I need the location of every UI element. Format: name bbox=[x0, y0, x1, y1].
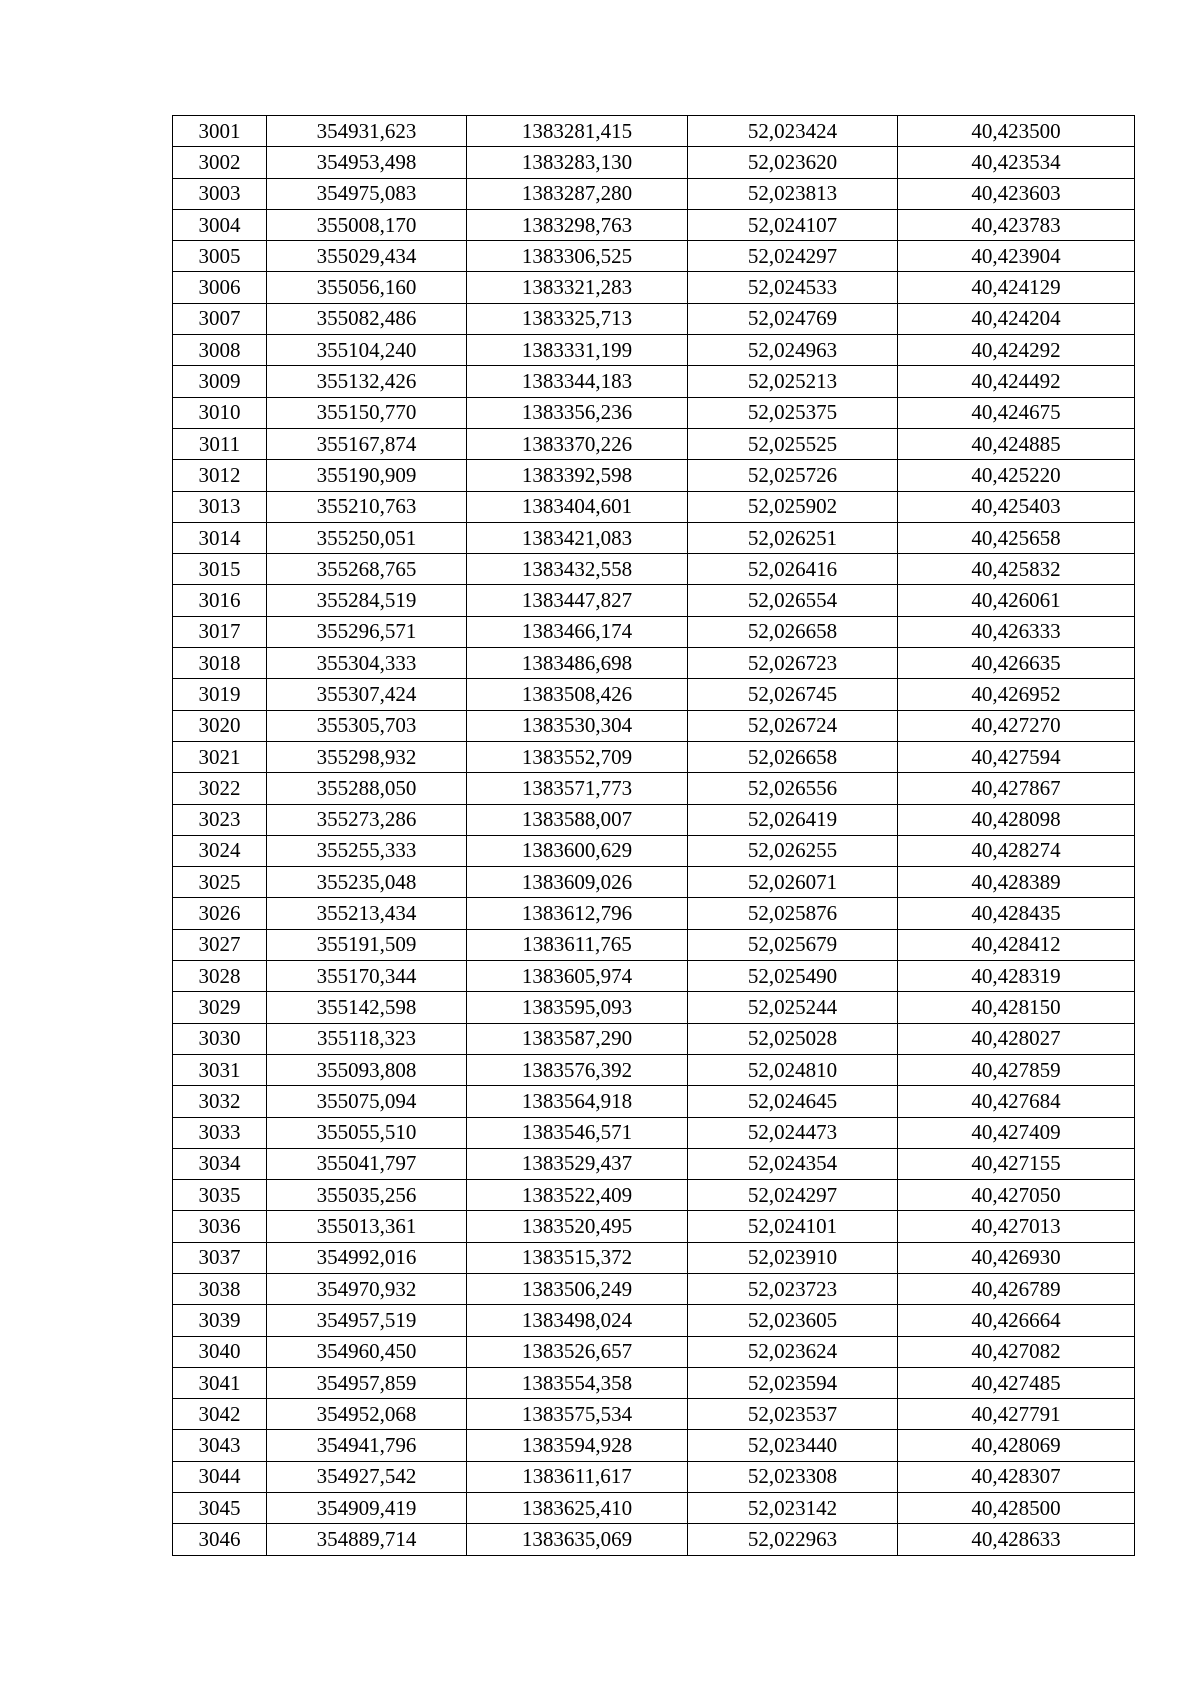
x-coordinate-cell: 354975,083 bbox=[267, 178, 467, 209]
x-coordinate-cell: 355132,426 bbox=[267, 366, 467, 397]
x-coordinate-cell: 355008,170 bbox=[267, 209, 467, 240]
latitude-cell: 52,026724 bbox=[688, 710, 898, 741]
y-coordinate-cell: 1383432,558 bbox=[467, 554, 688, 585]
latitude-cell: 52,023910 bbox=[688, 1242, 898, 1273]
table-row bbox=[173, 522, 1135, 553]
x-coordinate-cell: 355255,333 bbox=[267, 835, 467, 866]
latitude-cell: 52,024354 bbox=[688, 1148, 898, 1179]
latitude-cell: 52,026556 bbox=[688, 773, 898, 804]
table-row bbox=[173, 491, 1135, 522]
y-coordinate-cell: 1383287,280 bbox=[467, 178, 688, 209]
longitude-cell: 40,426664 bbox=[898, 1305, 1135, 1336]
point-number-cell: 3036 bbox=[173, 1211, 267, 1242]
x-coordinate-cell: 355013,361 bbox=[267, 1211, 467, 1242]
y-coordinate-cell: 1383421,083 bbox=[467, 522, 688, 553]
x-coordinate-cell: 355104,240 bbox=[267, 335, 467, 366]
latitude-cell: 52,023308 bbox=[688, 1461, 898, 1492]
point-number-cell: 3024 bbox=[173, 835, 267, 866]
latitude-cell: 52,024963 bbox=[688, 335, 898, 366]
longitude-cell: 40,428069 bbox=[898, 1430, 1135, 1461]
y-coordinate-cell: 1383564,918 bbox=[467, 1086, 688, 1117]
longitude-cell: 40,423783 bbox=[898, 209, 1135, 240]
x-coordinate-cell: 355304,333 bbox=[267, 648, 467, 679]
point-number-cell: 3012 bbox=[173, 460, 267, 491]
point-number-cell: 3046 bbox=[173, 1524, 267, 1555]
latitude-cell: 52,026255 bbox=[688, 835, 898, 866]
table-row bbox=[173, 1023, 1135, 1054]
y-coordinate-cell: 1383344,183 bbox=[467, 366, 688, 397]
longitude-cell: 40,424675 bbox=[898, 397, 1135, 428]
table-row bbox=[173, 992, 1135, 1023]
point-number-cell: 3001 bbox=[173, 116, 267, 147]
point-number-cell: 3043 bbox=[173, 1430, 267, 1461]
point-number-cell: 3013 bbox=[173, 491, 267, 522]
latitude-cell: 52,023142 bbox=[688, 1493, 898, 1524]
longitude-cell: 40,428319 bbox=[898, 961, 1135, 992]
table-row bbox=[173, 1461, 1135, 1492]
x-coordinate-cell: 354992,016 bbox=[267, 1242, 467, 1273]
latitude-cell: 52,025726 bbox=[688, 460, 898, 491]
longitude-cell: 40,423534 bbox=[898, 147, 1135, 178]
latitude-cell: 52,024473 bbox=[688, 1117, 898, 1148]
longitude-cell: 40,428098 bbox=[898, 804, 1135, 835]
y-coordinate-cell: 1383520,495 bbox=[467, 1211, 688, 1242]
x-coordinate-cell: 355056,160 bbox=[267, 272, 467, 303]
x-coordinate-cell: 355075,094 bbox=[267, 1086, 467, 1117]
x-coordinate-cell: 355235,048 bbox=[267, 867, 467, 898]
latitude-cell: 52,023813 bbox=[688, 178, 898, 209]
point-number-cell: 3002 bbox=[173, 147, 267, 178]
latitude-cell: 52,024810 bbox=[688, 1054, 898, 1085]
table-row bbox=[173, 773, 1135, 804]
point-number-cell: 3023 bbox=[173, 804, 267, 835]
point-number-cell: 3026 bbox=[173, 898, 267, 929]
point-number-cell: 3019 bbox=[173, 679, 267, 710]
x-coordinate-cell: 355307,424 bbox=[267, 679, 467, 710]
latitude-cell: 52,025213 bbox=[688, 366, 898, 397]
table-row bbox=[173, 428, 1135, 459]
x-coordinate-cell: 355150,770 bbox=[267, 397, 467, 428]
longitude-cell: 40,426789 bbox=[898, 1273, 1135, 1304]
table-row bbox=[173, 303, 1135, 334]
table-row bbox=[173, 710, 1135, 741]
longitude-cell: 40,423904 bbox=[898, 241, 1135, 272]
longitude-cell: 40,428633 bbox=[898, 1524, 1135, 1555]
coordinates-table bbox=[172, 115, 1135, 1556]
latitude-cell: 52,026251 bbox=[688, 522, 898, 553]
table-row bbox=[173, 1148, 1135, 1179]
x-coordinate-cell: 355250,051 bbox=[267, 522, 467, 553]
latitude-cell: 52,023594 bbox=[688, 1367, 898, 1398]
latitude-cell: 52,025876 bbox=[688, 898, 898, 929]
y-coordinate-cell: 1383498,024 bbox=[467, 1305, 688, 1336]
x-coordinate-cell: 354931,623 bbox=[267, 116, 467, 147]
x-coordinate-cell: 355284,519 bbox=[267, 585, 467, 616]
x-coordinate-cell: 355118,323 bbox=[267, 1023, 467, 1054]
longitude-cell: 40,423603 bbox=[898, 178, 1135, 209]
point-number-cell: 3015 bbox=[173, 554, 267, 585]
table-row bbox=[173, 1242, 1135, 1273]
y-coordinate-cell: 1383612,796 bbox=[467, 898, 688, 929]
x-coordinate-cell: 355142,598 bbox=[267, 992, 467, 1023]
latitude-cell: 52,026658 bbox=[688, 741, 898, 772]
y-coordinate-cell: 1383298,763 bbox=[467, 209, 688, 240]
x-coordinate-cell: 355296,571 bbox=[267, 616, 467, 647]
x-coordinate-cell: 354970,932 bbox=[267, 1273, 467, 1304]
x-coordinate-cell: 354960,450 bbox=[267, 1336, 467, 1367]
latitude-cell: 52,025525 bbox=[688, 428, 898, 459]
latitude-cell: 52,024297 bbox=[688, 241, 898, 272]
x-coordinate-cell: 355210,763 bbox=[267, 491, 467, 522]
y-coordinate-cell: 1383611,765 bbox=[467, 929, 688, 960]
latitude-cell: 52,025244 bbox=[688, 992, 898, 1023]
latitude-cell: 52,023537 bbox=[688, 1399, 898, 1430]
y-coordinate-cell: 1383605,974 bbox=[467, 961, 688, 992]
x-coordinate-cell: 355029,434 bbox=[267, 241, 467, 272]
latitude-cell: 52,026416 bbox=[688, 554, 898, 585]
y-coordinate-cell: 1383306,525 bbox=[467, 241, 688, 272]
longitude-cell: 40,428412 bbox=[898, 929, 1135, 960]
point-number-cell: 3035 bbox=[173, 1180, 267, 1211]
point-number-cell: 3032 bbox=[173, 1086, 267, 1117]
latitude-cell: 52,024533 bbox=[688, 272, 898, 303]
x-coordinate-cell: 355167,874 bbox=[267, 428, 467, 459]
x-coordinate-cell: 354957,519 bbox=[267, 1305, 467, 1336]
table-row bbox=[173, 1117, 1135, 1148]
longitude-cell: 40,425832 bbox=[898, 554, 1135, 585]
y-coordinate-cell: 1383625,410 bbox=[467, 1493, 688, 1524]
point-number-cell: 3041 bbox=[173, 1367, 267, 1398]
point-number-cell: 3018 bbox=[173, 648, 267, 679]
longitude-cell: 40,426061 bbox=[898, 585, 1135, 616]
point-number-cell: 3038 bbox=[173, 1273, 267, 1304]
longitude-cell: 40,427270 bbox=[898, 710, 1135, 741]
x-coordinate-cell: 355055,510 bbox=[267, 1117, 467, 1148]
longitude-cell: 40,424292 bbox=[898, 335, 1135, 366]
latitude-cell: 52,025902 bbox=[688, 491, 898, 522]
point-number-cell: 3017 bbox=[173, 616, 267, 647]
latitude-cell: 52,025490 bbox=[688, 961, 898, 992]
point-number-cell: 3028 bbox=[173, 961, 267, 992]
point-number-cell: 3044 bbox=[173, 1461, 267, 1492]
longitude-cell: 40,427155 bbox=[898, 1148, 1135, 1179]
latitude-cell: 52,026554 bbox=[688, 585, 898, 616]
point-number-cell: 3040 bbox=[173, 1336, 267, 1367]
table-row bbox=[173, 1367, 1135, 1398]
point-number-cell: 3021 bbox=[173, 741, 267, 772]
point-number-cell: 3007 bbox=[173, 303, 267, 334]
x-coordinate-cell: 355288,050 bbox=[267, 773, 467, 804]
table-row bbox=[173, 741, 1135, 772]
table-row bbox=[173, 554, 1135, 585]
point-number-cell: 3020 bbox=[173, 710, 267, 741]
longitude-cell: 40,427082 bbox=[898, 1336, 1135, 1367]
latitude-cell: 52,024645 bbox=[688, 1086, 898, 1117]
longitude-cell: 40,428150 bbox=[898, 992, 1135, 1023]
x-coordinate-cell: 355035,256 bbox=[267, 1180, 467, 1211]
table-row bbox=[173, 178, 1135, 209]
longitude-cell: 40,427791 bbox=[898, 1399, 1135, 1430]
latitude-cell: 52,023620 bbox=[688, 147, 898, 178]
y-coordinate-cell: 1383506,249 bbox=[467, 1273, 688, 1304]
longitude-cell: 40,428500 bbox=[898, 1493, 1135, 1524]
table-row bbox=[173, 1493, 1135, 1524]
point-number-cell: 3010 bbox=[173, 397, 267, 428]
y-coordinate-cell: 1383392,598 bbox=[467, 460, 688, 491]
y-coordinate-cell: 1383594,928 bbox=[467, 1430, 688, 1461]
point-number-cell: 3031 bbox=[173, 1054, 267, 1085]
point-number-cell: 3011 bbox=[173, 428, 267, 459]
y-coordinate-cell: 1383529,437 bbox=[467, 1148, 688, 1179]
longitude-cell: 40,428389 bbox=[898, 867, 1135, 898]
longitude-cell: 40,427594 bbox=[898, 741, 1135, 772]
table-row bbox=[173, 1430, 1135, 1461]
table-row bbox=[173, 1336, 1135, 1367]
table-row bbox=[173, 397, 1135, 428]
table-row bbox=[173, 1524, 1135, 1555]
table-row bbox=[173, 1180, 1135, 1211]
y-coordinate-cell: 1383609,026 bbox=[467, 867, 688, 898]
point-number-cell: 3014 bbox=[173, 522, 267, 553]
point-number-cell: 3004 bbox=[173, 209, 267, 240]
point-number-cell: 3039 bbox=[173, 1305, 267, 1336]
table-row bbox=[173, 804, 1135, 835]
x-coordinate-cell: 355170,344 bbox=[267, 961, 467, 992]
point-number-cell: 3030 bbox=[173, 1023, 267, 1054]
y-coordinate-cell: 1383508,426 bbox=[467, 679, 688, 710]
table-row bbox=[173, 648, 1135, 679]
y-coordinate-cell: 1383515,372 bbox=[467, 1242, 688, 1273]
longitude-cell: 40,424204 bbox=[898, 303, 1135, 334]
coordinates-table-body bbox=[173, 116, 1135, 1556]
longitude-cell: 40,426952 bbox=[898, 679, 1135, 710]
latitude-cell: 52,025028 bbox=[688, 1023, 898, 1054]
point-number-cell: 3006 bbox=[173, 272, 267, 303]
table-row bbox=[173, 585, 1135, 616]
y-coordinate-cell: 1383331,199 bbox=[467, 335, 688, 366]
table-row bbox=[173, 116, 1135, 147]
point-number-cell: 3008 bbox=[173, 335, 267, 366]
longitude-cell: 40,423500 bbox=[898, 116, 1135, 147]
latitude-cell: 52,026658 bbox=[688, 616, 898, 647]
x-coordinate-cell: 354953,498 bbox=[267, 147, 467, 178]
table-row bbox=[173, 209, 1135, 240]
table-row bbox=[173, 616, 1135, 647]
table-row bbox=[173, 147, 1135, 178]
table-row bbox=[173, 1273, 1135, 1304]
table-row bbox=[173, 835, 1135, 866]
point-number-cell: 3022 bbox=[173, 773, 267, 804]
table-row bbox=[173, 1054, 1135, 1085]
y-coordinate-cell: 1383576,392 bbox=[467, 1054, 688, 1085]
x-coordinate-cell: 354957,859 bbox=[267, 1367, 467, 1398]
longitude-cell: 40,428027 bbox=[898, 1023, 1135, 1054]
longitude-cell: 40,424129 bbox=[898, 272, 1135, 303]
x-coordinate-cell: 355213,434 bbox=[267, 898, 467, 929]
x-coordinate-cell: 355273,286 bbox=[267, 804, 467, 835]
y-coordinate-cell: 1383404,601 bbox=[467, 491, 688, 522]
y-coordinate-cell: 1383370,226 bbox=[467, 428, 688, 459]
table-row bbox=[173, 460, 1135, 491]
latitude-cell: 52,022963 bbox=[688, 1524, 898, 1555]
y-coordinate-cell: 1383575,534 bbox=[467, 1399, 688, 1430]
y-coordinate-cell: 1383595,093 bbox=[467, 992, 688, 1023]
x-coordinate-cell: 355191,509 bbox=[267, 929, 467, 960]
y-coordinate-cell: 1383571,773 bbox=[467, 773, 688, 804]
y-coordinate-cell: 1383554,358 bbox=[467, 1367, 688, 1398]
y-coordinate-cell: 1383530,304 bbox=[467, 710, 688, 741]
table-row bbox=[173, 898, 1135, 929]
point-number-cell: 3003 bbox=[173, 178, 267, 209]
table-row bbox=[173, 1399, 1135, 1430]
latitude-cell: 52,023624 bbox=[688, 1336, 898, 1367]
x-coordinate-cell: 355093,808 bbox=[267, 1054, 467, 1085]
y-coordinate-cell: 1383600,629 bbox=[467, 835, 688, 866]
y-coordinate-cell: 1383588,007 bbox=[467, 804, 688, 835]
y-coordinate-cell: 1383356,236 bbox=[467, 397, 688, 428]
table-row bbox=[173, 961, 1135, 992]
y-coordinate-cell: 1383281,415 bbox=[467, 116, 688, 147]
point-number-cell: 3029 bbox=[173, 992, 267, 1023]
point-number-cell: 3009 bbox=[173, 366, 267, 397]
latitude-cell: 52,025375 bbox=[688, 397, 898, 428]
y-coordinate-cell: 1383552,709 bbox=[467, 741, 688, 772]
y-coordinate-cell: 1383283,130 bbox=[467, 147, 688, 178]
table-row bbox=[173, 1305, 1135, 1336]
x-coordinate-cell: 355041,797 bbox=[267, 1148, 467, 1179]
y-coordinate-cell: 1383587,290 bbox=[467, 1023, 688, 1054]
x-coordinate-cell: 354927,542 bbox=[267, 1461, 467, 1492]
longitude-cell: 40,427859 bbox=[898, 1054, 1135, 1085]
point-number-cell: 3034 bbox=[173, 1148, 267, 1179]
point-number-cell: 3005 bbox=[173, 241, 267, 272]
latitude-cell: 52,026723 bbox=[688, 648, 898, 679]
longitude-cell: 40,427050 bbox=[898, 1180, 1135, 1211]
x-coordinate-cell: 355082,486 bbox=[267, 303, 467, 334]
point-number-cell: 3037 bbox=[173, 1242, 267, 1273]
latitude-cell: 52,023723 bbox=[688, 1273, 898, 1304]
x-coordinate-cell: 355268,765 bbox=[267, 554, 467, 585]
longitude-cell: 40,425220 bbox=[898, 460, 1135, 491]
point-number-cell: 3045 bbox=[173, 1493, 267, 1524]
longitude-cell: 40,427013 bbox=[898, 1211, 1135, 1242]
table-row bbox=[173, 335, 1135, 366]
table-row bbox=[173, 366, 1135, 397]
latitude-cell: 52,025679 bbox=[688, 929, 898, 960]
latitude-cell: 52,024107 bbox=[688, 209, 898, 240]
x-coordinate-cell: 355190,909 bbox=[267, 460, 467, 491]
latitude-cell: 52,024769 bbox=[688, 303, 898, 334]
longitude-cell: 40,428274 bbox=[898, 835, 1135, 866]
y-coordinate-cell: 1383486,698 bbox=[467, 648, 688, 679]
longitude-cell: 40,426930 bbox=[898, 1242, 1135, 1273]
point-number-cell: 3027 bbox=[173, 929, 267, 960]
x-coordinate-cell: 354889,714 bbox=[267, 1524, 467, 1555]
y-coordinate-cell: 1383522,409 bbox=[467, 1180, 688, 1211]
longitude-cell: 40,427485 bbox=[898, 1367, 1135, 1398]
point-number-cell: 3033 bbox=[173, 1117, 267, 1148]
x-coordinate-cell: 354909,419 bbox=[267, 1493, 467, 1524]
x-coordinate-cell: 354952,068 bbox=[267, 1399, 467, 1430]
x-coordinate-cell: 354941,796 bbox=[267, 1430, 467, 1461]
point-number-cell: 3016 bbox=[173, 585, 267, 616]
y-coordinate-cell: 1383321,283 bbox=[467, 272, 688, 303]
longitude-cell: 40,425658 bbox=[898, 522, 1135, 553]
table-row bbox=[173, 867, 1135, 898]
latitude-cell: 52,023440 bbox=[688, 1430, 898, 1461]
y-coordinate-cell: 1383447,827 bbox=[467, 585, 688, 616]
x-coordinate-cell: 355298,932 bbox=[267, 741, 467, 772]
longitude-cell: 40,428307 bbox=[898, 1461, 1135, 1492]
latitude-cell: 52,024297 bbox=[688, 1180, 898, 1211]
y-coordinate-cell: 1383325,713 bbox=[467, 303, 688, 334]
table-row bbox=[173, 241, 1135, 272]
latitude-cell: 52,024101 bbox=[688, 1211, 898, 1242]
point-number-cell: 3025 bbox=[173, 867, 267, 898]
x-coordinate-cell: 355305,703 bbox=[267, 710, 467, 741]
longitude-cell: 40,427409 bbox=[898, 1117, 1135, 1148]
latitude-cell: 52,023424 bbox=[688, 116, 898, 147]
longitude-cell: 40,424492 bbox=[898, 366, 1135, 397]
longitude-cell: 40,425403 bbox=[898, 491, 1135, 522]
latitude-cell: 52,026419 bbox=[688, 804, 898, 835]
table-row bbox=[173, 1211, 1135, 1242]
longitude-cell: 40,426635 bbox=[898, 648, 1135, 679]
y-coordinate-cell: 1383526,657 bbox=[467, 1336, 688, 1367]
y-coordinate-cell: 1383466,174 bbox=[467, 616, 688, 647]
y-coordinate-cell: 1383611,617 bbox=[467, 1461, 688, 1492]
longitude-cell: 40,428435 bbox=[898, 898, 1135, 929]
y-coordinate-cell: 1383635,069 bbox=[467, 1524, 688, 1555]
table-row bbox=[173, 1086, 1135, 1117]
longitude-cell: 40,424885 bbox=[898, 428, 1135, 459]
latitude-cell: 52,023605 bbox=[688, 1305, 898, 1336]
table-row bbox=[173, 929, 1135, 960]
table-row bbox=[173, 679, 1135, 710]
longitude-cell: 40,427867 bbox=[898, 773, 1135, 804]
longitude-cell: 40,427684 bbox=[898, 1086, 1135, 1117]
point-number-cell: 3042 bbox=[173, 1399, 267, 1430]
latitude-cell: 52,026071 bbox=[688, 867, 898, 898]
table-row bbox=[173, 272, 1135, 303]
latitude-cell: 52,026745 bbox=[688, 679, 898, 710]
longitude-cell: 40,426333 bbox=[898, 616, 1135, 647]
y-coordinate-cell: 1383546,571 bbox=[467, 1117, 688, 1148]
